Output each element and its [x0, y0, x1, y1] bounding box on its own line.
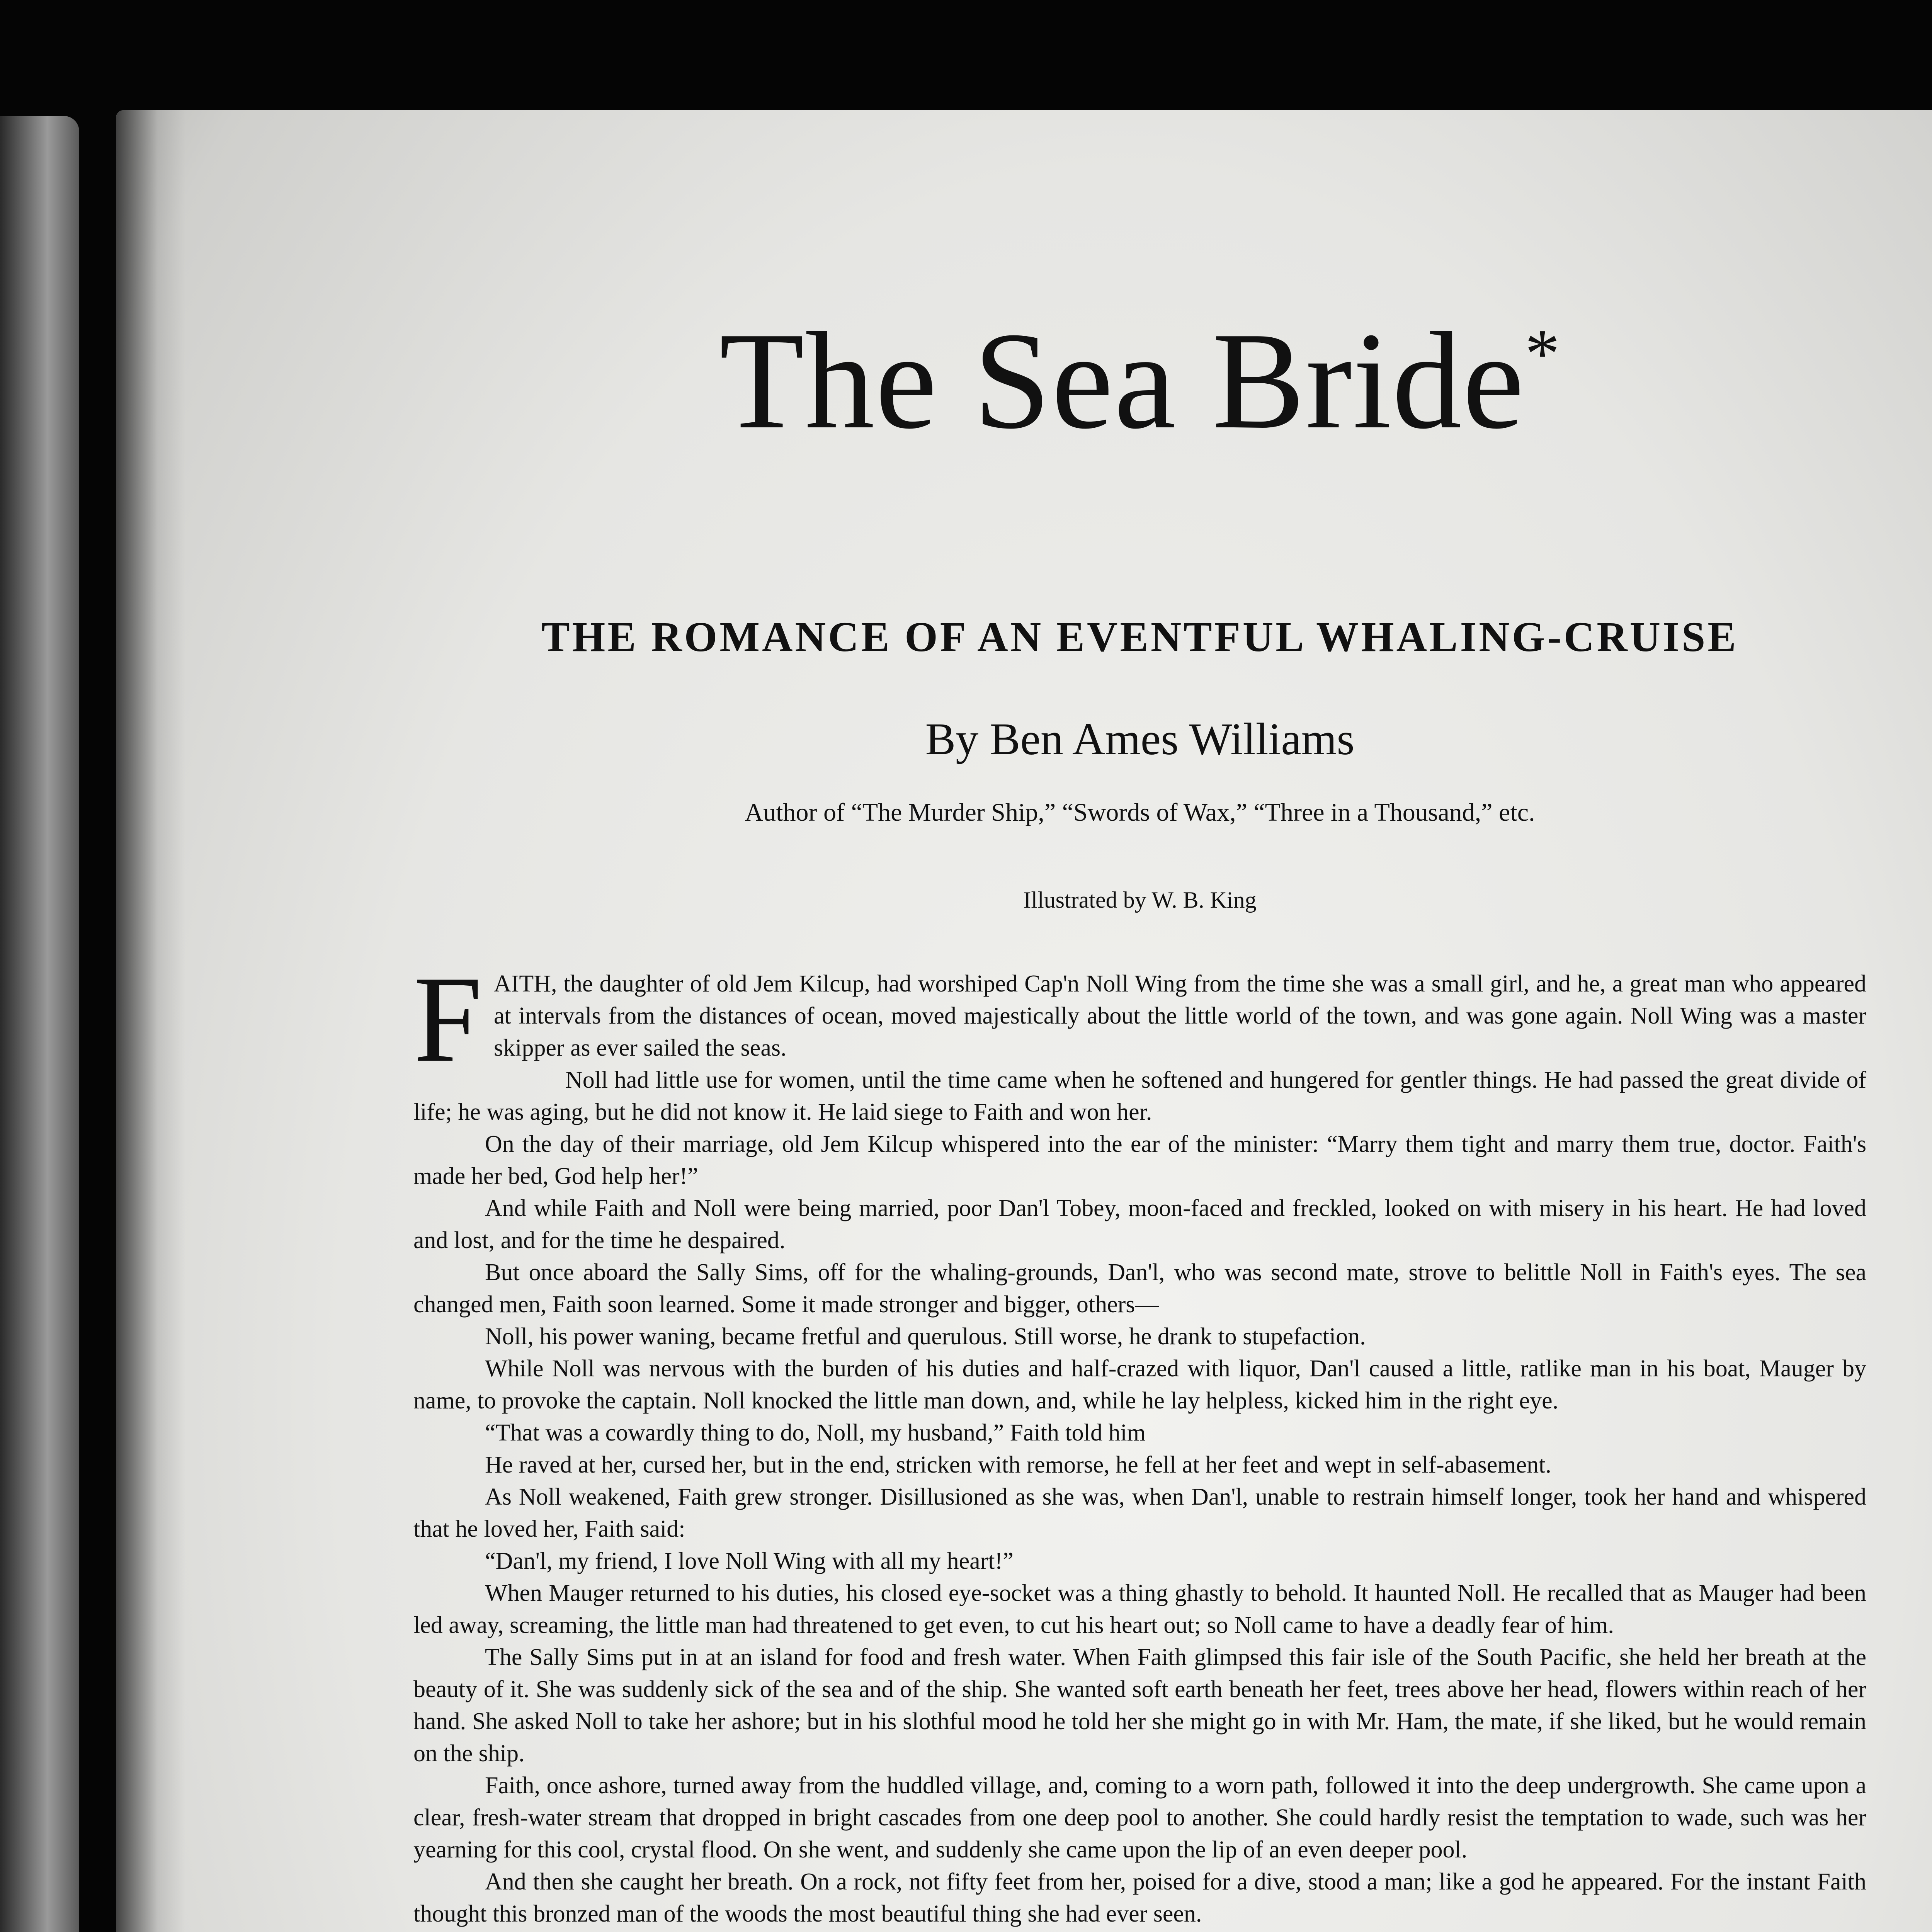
paragraph: Faith, once ashore, turned away from the huddled village, and, coming to a worn path, followed it into the deep undergrowth. She came upon a clear, fresh-water stream that dropped in bright cascades from one deep pool to another. She could hardly resist the temptation to wade, such was her yearning for this cool, crystal flood. On she went, and suddenly she came upon the lip of an even deeper pool. [413, 1772, 1866, 1863]
page-gutter-shadow [116, 110, 185, 1932]
story-title-text: The Sea Bride [719, 303, 1525, 457]
paragraph: The Sally Sims put in at an island for food and fresh water. When Faith glimpsed this fair isle of the South Pacific, she held her breath at the beauty of it. She was suddenly sick of the sea and of the ship. She wanted soft earth beneath her feet, trees above her head, flowers within reach of her hand. She asked Noll to take her ashore; but in his slothful mood he told her she might go in with Mr. Ham, the mate, if she liked, but he would remain on the ship. [413, 1644, 1866, 1767]
paragraph: On the day of their marriage, old Jem Kilcup whispered into the ear of the minister: “Marry them tight and marry them true, doctor. Faith's made her bed, God help her!” [413, 1131, 1866, 1189]
story-subtitle: THE ROMANCE OF AN EVENTFUL WHALING-CRUISE [541, 613, 1738, 660]
paragraph: “Dan'l, my friend, I love Noll Wing with all my heart!” [485, 1548, 1014, 1574]
paragraph: But once aboard the Sally Sims, off for the whaling-grounds, Dan'l, who was second mate, strove to belittle Noll in Faith's eyes. The sea changed men, Faith soon learned. Some it made stronger and bigger, others— [413, 1259, 1866, 1318]
author-note: Author of “The Murder Ship,” “Swords of Wax,” “Three in a Thousand,” etc. [745, 798, 1535, 827]
paragraph: He raved at her, cursed her, but in the end, stricken with remorse, he fell at her feet and wept in self-abasement. [485, 1452, 1551, 1478]
facing-page-edge [0, 116, 79, 1932]
paragraph: “That was a cowardly thing to do, Noll, my husband,” Faith told him [485, 1420, 1146, 1446]
paragraph: And while Faith and Noll were being married, poor Dan'l Tobey, moon-faced and freckled, looked on with misery in his heart. He had loved and lost, and for the time he despaired. [413, 1195, 1866, 1253]
story-synopsis [413, 951, 1866, 1932]
paragraph: FAITH, the daughter of old Jem Kilcup, had worshiped Cap'n Noll Wing from the time she was a small girl, and he, a great man who appeared at intervals from the distances of ocean, moved majestically about the little world of the town, and was gone again. Noll Wing was a master skipper as ever sailed the seas. [413, 951, 1866, 1088]
illustrator-credit: Illustrated by W. B. King [1023, 887, 1257, 913]
magazine-page [116, 110, 1932, 1932]
drop-cap: F [413, 951, 482, 1088]
title-footnote-mark: * [1525, 315, 1561, 392]
paragraph [413, 1930, 1866, 1932]
paragraph: While Noll was nervous with the burden of his duties and half-crazed with liquor, Dan'l caused a little, ratlike man in his boat, Mauger by name, to provoke the captain. Noll knocked the little man down, and, while he lay helpless, kicked him in the right eye. [413, 1355, 1866, 1414]
paragraph: When Mauger returned to his duties, his closed eye-socket was a thing ghastly to behold. It haunted Noll. He recalled that as Mauger had been led away, screaming, the little man had threatened to get even, to cut his heart out; so Noll came to have a deadly fear of him. [413, 1580, 1866, 1638]
story-title [413, 303, 1866, 457]
byline: By Ben Ames Williams [925, 714, 1355, 764]
paragraph: Noll had little use for women, until the time came when he softened and hungered for gentler things. He had passed the great divide of life; he was aging, but he did not know it. He laid siege to Faith and won her. [413, 1067, 1866, 1125]
paragraph: And then she caught her breath. On a rock, not fifty feet from her, poised for a dive, stood a man; like a god he appeared. For the instant Faith thought this bronzed man of the woods the most beautiful thing she had ever seen. [413, 1869, 1866, 1927]
paragraph: Noll, his power waning, became fretful and querulous. Still worse, he drank to stupefaction. [485, 1323, 1366, 1350]
paragraph: As Noll weakened, Faith grew stronger. Disillusioned as she was, when Dan'l, unable to restrain himself longer, took her hand and whispered that he loved her, Faith said: [413, 1484, 1866, 1542]
